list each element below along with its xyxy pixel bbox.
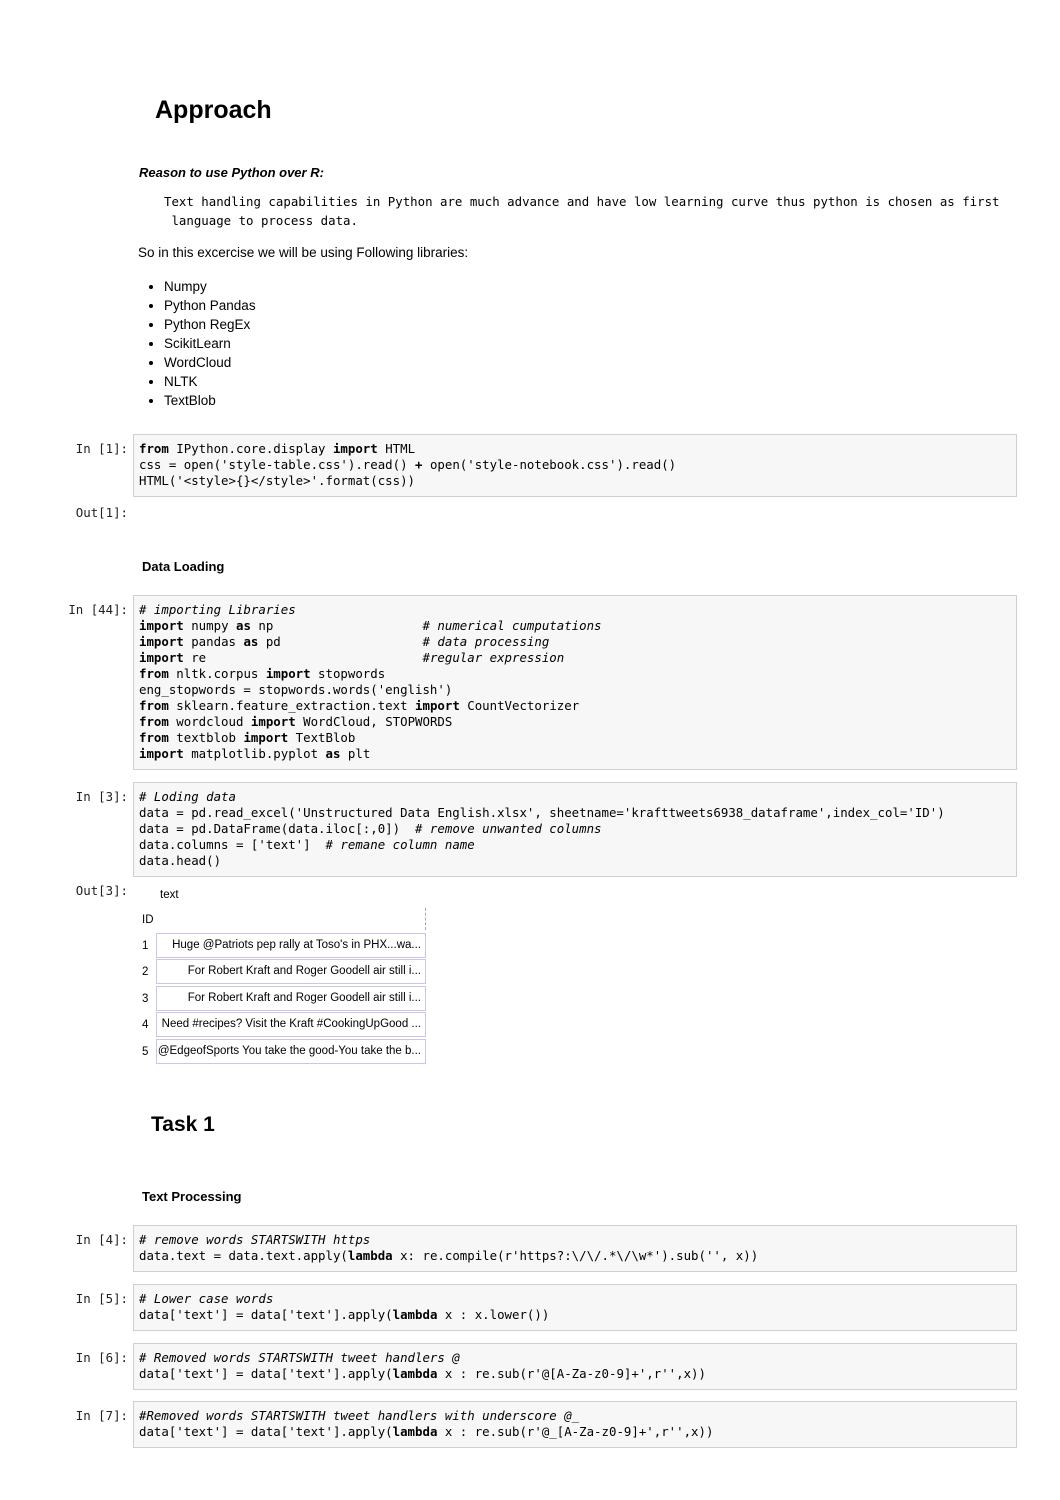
df-row-text: For Robert Kraft and Roger Goodell air still i... xyxy=(156,959,426,984)
code-input[interactable]: # Removed words STARTSWITH tweet handlers @ data['text'] = data['text'].apply(lambda x : re.sub(r'@[A-Za-z0-9]+',r'',x)) xyxy=(139,1350,706,1381)
df-row-id: 5 xyxy=(142,1046,149,1058)
code-input[interactable]: # Lower case words data['text'] = data['text'].apply(lambda x : x.lower()) xyxy=(139,1291,550,1322)
code-cell-1[interactable] xyxy=(133,434,1017,497)
heading-approach: Approach xyxy=(155,96,272,124)
cell-prompt-in-6: In [6]: xyxy=(75,1350,128,1365)
reason-text-line1: Text handling capabilities in Python are much advance and have low learning curve thus python is chosen as first xyxy=(164,194,1000,209)
df-row-text: Huge @Patriots pep rally at Toso's in PHX...wa... xyxy=(156,933,426,958)
libraries-intro: So in this excercise we will be using Following libraries: xyxy=(138,245,469,260)
code-cell-7[interactable] xyxy=(133,1401,1017,1448)
code-cell-3[interactable] xyxy=(133,782,1017,877)
df-index-name: ID xyxy=(142,914,154,926)
cell-prompt-out-3: Out[3]: xyxy=(75,883,128,898)
code-input[interactable]: from IPython.core.display import HTML css = open('style-table.css').read() + open('style-notebook.css').read() HTML('<style>{}</style>'.format(css)) xyxy=(139,441,677,488)
cell-prompt-out-1: Out[1]: xyxy=(75,505,128,520)
cell-prompt-in-44: In [44]: xyxy=(68,602,128,617)
df-row-text: For Robert Kraft and Roger Goodell air still i... xyxy=(156,986,426,1011)
cell-prompt-in-3: In [3]: xyxy=(75,789,128,804)
code-cell-4[interactable] xyxy=(133,1225,1017,1272)
df-row-id: 3 xyxy=(142,993,149,1005)
library-item: • Numpy xyxy=(164,277,256,296)
library-item: • Python RegEx xyxy=(164,315,256,334)
library-item: • TextBlob xyxy=(164,391,256,410)
reason-heading: Reason to use Python over R: xyxy=(139,165,324,180)
code-input[interactable]: #Removed words STARTSWITH tweet handlers with underscore @_ data['text'] = data['text'].apply(lambda x : re.sub(r'@_[A-Za-z0-9]+',r'',x)) xyxy=(139,1408,714,1439)
library-item: • NLTK xyxy=(164,372,256,391)
code-input[interactable]: # Loding data data = pd.read_excel('Unstructured Data English.xlsx', sheetname='krafttweets6938_dataframe',index_col='ID') data = pd.DataFrame(data.iloc[:,0]) # remove unwanted columns data.columns = ['text'] # remane column name data.head() xyxy=(139,789,945,868)
df-column-header: text xyxy=(160,889,179,901)
heading-text-processing: Text Processing xyxy=(142,1189,242,1204)
library-item: • Python Pandas xyxy=(164,296,256,315)
libraries-list xyxy=(138,277,256,410)
code-input[interactable]: # remove words STARTSWITH https data.text = data.text.apply(lambda x: re.compile(r'https?:\/\/.*\/\w*').sub('', x)) xyxy=(139,1232,759,1263)
cell-prompt-in-5: In [5]: xyxy=(75,1291,128,1306)
code-cell-6[interactable] xyxy=(133,1343,1017,1390)
library-item: • ScikitLearn xyxy=(164,334,256,353)
df-row-id: 2 xyxy=(142,966,149,978)
reason-text-line2: language to process data. xyxy=(164,213,358,228)
cell-prompt-in-7: In [7]: xyxy=(75,1408,128,1423)
heading-task-1: Task 1 xyxy=(151,1113,215,1136)
code-cell-5[interactable] xyxy=(133,1284,1017,1331)
df-row-text: Need #recipes? Visit the Kraft #CookingUpGood ... xyxy=(156,1012,426,1037)
code-input[interactable]: # importing Libraries import numpy as np # numerical cumputations import pandas as pd # data processing import re #regular expression from nltk.corpus import stopwords eng_stopwords = stopwords.words('english') from sklearn.feature_extraction.text import CountVectorizer from wordcloud import WordCloud, STOPWORDS from textblob import TextBlob import matplotlib.pyplot as plt xyxy=(139,602,602,761)
heading-data-loading: Data Loading xyxy=(142,559,225,574)
library-item: • WordCloud xyxy=(164,353,256,372)
cell-prompt-in-1: In [1]: xyxy=(75,441,128,456)
cell-prompt-in-4: In [4]: xyxy=(75,1232,128,1247)
df-divider xyxy=(425,908,426,930)
df-row-id: 4 xyxy=(142,1019,149,1031)
df-row-text: @EdgeofSports You take the good-You take the b... xyxy=(156,1039,426,1064)
code-cell-44[interactable] xyxy=(133,595,1017,770)
df-row-id: 1 xyxy=(142,940,149,952)
